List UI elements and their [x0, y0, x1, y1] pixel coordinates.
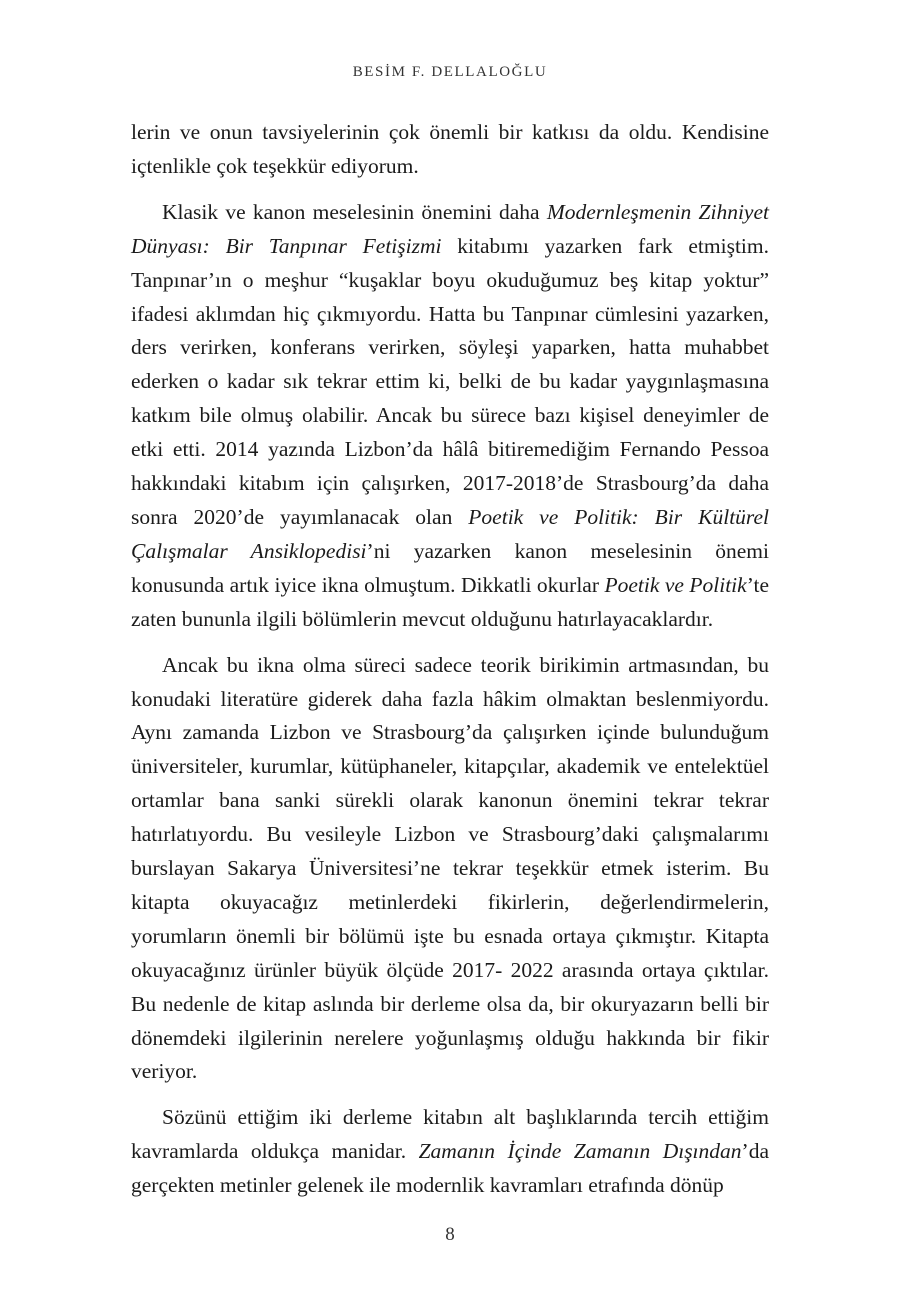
- text-segment: Klasik ve kanon meselesinin önemini daha: [162, 199, 547, 224]
- text-segment: ’da gerçekten metinler gelenek ile modernlik kavramları etrafında dönüp: [131, 1139, 769, 1198]
- paragraph-2: [131, 196, 769, 637]
- text-segment: kitabımı yazarken fark etmiştim. Tanpınar’ın o meşhur “kuşaklar boyu okuduğumuz beş kitap yoktur” ifadesi aklımdan hiç çıkmıyordu. Hatta bu Tanpınar cümlesini yazarken, ders verirken, konferans verirken, söyleşi yaparken, hatta muhabbet ederken o kadar sık tekrar ettim ki, belki de bu kadar yaygınlaşmasına katkım bile olmuş olabilir. Ancak bu sürece bazı kişisel deneyimler de etki etti. 2014 yazında Lizbon’da hâlâ bitiremediğim Fernando Pessoa hakkındaki kitabım için çalışırken, 2017-2018’de Strasbourg’da daha sonra 2020’de yayımlanacak olan: [131, 233, 769, 529]
- paragraph-4: [131, 1101, 769, 1203]
- body-text: [131, 116, 769, 1215]
- book-title: Zamanın İçinde Zamanın Dışından: [418, 1139, 742, 1164]
- book-title: Poetik ve Politik: [604, 572, 747, 597]
- text-segment: Sözünü ettiğim iki derleme kitabın alt başlıklarında tercih ettiğim kavramlarda oldukça manidar.: [131, 1105, 769, 1164]
- running-head: BESİM F. DELLALOĞLU: [352, 64, 548, 80]
- page-number: 8: [445, 1224, 455, 1245]
- paragraph-3: [131, 649, 769, 1090]
- text-segment: ’te zaten bununla ilgili bölümlerin mevcut olduğunu hatırlayacaklardır.: [131, 572, 769, 631]
- text-segment: Ancak bu ikna olma süreci sadece teorik birikimin artmasından, bu konudaki literatüre giderek daha fazla hâkim olmaktan beslenmiyordu. Aynı zamanda Lizbon ve Strasbourg’da çalışırken içinde bulunduğum üniversiteler, kurumlar, kütüphaneler, kitapçılar, akademik ve entelektüel ortamlar bana sanki sürekli olarak kanonun önemini tekrar tekrar hatırlatıyordu. Bu vesileyle Lizbon ve Strasbourg’daki çalışmalarımı burslayan Sakarya Üniversitesi’ne tekrar teşekkür etmek isterim. Bu kitapta okuyacağız metinlerdeki fikirlerin, değerlendirmelerin, yorumların önemli bir bölümü işte bu esnada ortaya çıkmıştır. Kitapta okuyacağınız ürünler büyük ölçüde 2017- 2022 arasında ortaya çıktılar. Bu nedenle de kitap aslında bir derleme olsa da, bir okuryazarın belli bir dönemdeki ilgilerinin nerelere yoğunlaşmış olduğu hakkında bir fikir veriyor.: [131, 652, 769, 1084]
- paragraph-1: [131, 116, 769, 184]
- book-title: Poetik ve Politik: Bir Kültürel Çalışmalar Ansiklopedisi: [131, 504, 769, 563]
- text-segment: lerin ve onun tavsiyelerinin çok önemli bir katkısı da oldu. Kendisine içtenlikle çok teşekkür ediyorum.: [131, 120, 769, 178]
- book-title: Modernleşmenin Zihniyet Dünyası: Bir Tanpınar Fetişizmi: [131, 199, 769, 258]
- text-segment: ’ni yazarken kanon meselesinin önemi konusunda artık iyice ikna olmuştum. Dikkatli okurlar: [131, 538, 769, 597]
